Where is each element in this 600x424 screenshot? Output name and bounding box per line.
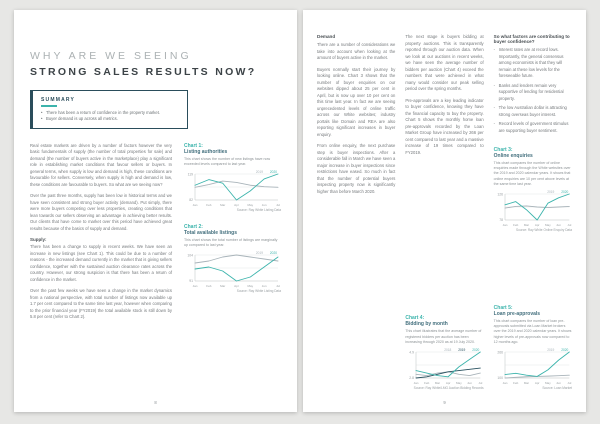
chart-caption: This chart shows the number of new listings have now exceeded levels compared to last year.: [184, 156, 271, 166]
left-page-columns: [30, 143, 281, 387]
chart-title: Chart 1:: [184, 142, 203, 149]
chart-subtitle: Online enquiries: [493, 153, 533, 159]
chart-subtitle: Bidding by month: [405, 321, 448, 328]
svg-text:May: May: [456, 381, 463, 385]
svg-text:Apr: Apr: [234, 284, 239, 289]
summary-bullet: • There has been a return of confidence in the property market.: [41, 110, 179, 117]
chart-source: Source: Loan Market: [542, 386, 572, 390]
svg-text:2.8: 2.8: [409, 376, 415, 380]
body-paragraph: There has been a change to supply in recent weeks. We have seen an increase in new listings (see Chart 1). This could be due to a number of reasons - the increased demand currently in the market that is giving sellers confidence, together with the sustained auction clearance rates across the country. However, our strong suspicion is that there has been a return of confidence in the market.: [30, 244, 172, 282]
page-title: [30, 50, 281, 78]
svg-text:2020: 2020: [560, 348, 568, 352]
chart-source: Source: Ray White/LMG Auction Bidding Records: [413, 386, 484, 390]
chart-title: Chart 3:: [493, 147, 513, 153]
svg-text:Jun: Jun: [555, 381, 561, 385]
body-text-column: [30, 143, 172, 387]
svg-text:Feb: Feb: [424, 381, 430, 385]
svg-text:Feb: Feb: [206, 202, 212, 207]
chart-caption: This chart compares the number of loan pre-approvals submitted via Loan Market brokers over the 2019 and 2020 calendar years. It shows higher levels of pre-approvals now compared to 12 months ago.: [493, 318, 572, 344]
svg-text:2019: 2019: [546, 190, 554, 195]
svg-text:Jun: Jun: [555, 223, 561, 228]
body-paragraph: From online enquiry, the next purchase step is buyer inspections. After a considerable fall in March we have seen a major increase in buyer inspections since restrictions have eased. So much in fact that the number of potential buyers inspecting property now is significantly higher than before March 2020.: [317, 143, 396, 194]
svg-text:Mar: Mar: [220, 202, 226, 207]
factors-column: [494, 34, 572, 390]
chart-card-1: [184, 143, 281, 212]
chart-title: Chart 5:: [493, 304, 513, 311]
chart-caption: This chart illustrates that the average number of registered bidders per auction has been increasing through 2020 as at 19 July 2020.: [405, 329, 482, 344]
summary-heading: SUMMARY: [41, 97, 76, 103]
total-available-listings-line-chart: [184, 250, 281, 288]
body-paragraph: Pre-approvals are a key leading indicator to buyer confidence, knowing they have the financial capacity to buy the property. Chart 5 shows the monthly home loan pre-approvals recorded by the Loan Market Group have increased by 266 per cent compared to last year and a massive increase of 19 times compared to FY2019.: [405, 97, 484, 155]
loan-pre-approvals-line-chart: [494, 347, 572, 385]
summary-box: [30, 90, 188, 129]
chart-source: Source: Ray White Listing Data: [236, 207, 281, 212]
svg-text:2018: 2018: [444, 348, 452, 352]
chart-title: Chart 4:: [405, 315, 425, 322]
svg-text:2019: 2019: [255, 251, 263, 256]
page-title-light: WHY ARE WE SEEING: [30, 50, 192, 62]
svg-text:78: 78: [498, 218, 503, 223]
svg-text:Feb: Feb: [512, 223, 518, 228]
supply-heading: Supply:: [30, 237, 47, 242]
svg-text:91: 91: [189, 279, 193, 284]
summary-bullet-list: [41, 110, 179, 123]
svg-text:Mar: Mar: [523, 223, 529, 228]
svg-text:Jul: Jul: [276, 284, 280, 289]
svg-text:Jun: Jun: [467, 381, 473, 385]
page-title-strong: STRONG SALES RESULTS NOW?: [30, 66, 257, 78]
svg-text:266: 266: [496, 350, 503, 355]
right-page-columns: [317, 34, 572, 390]
svg-text:Apr: Apr: [534, 223, 540, 228]
svg-text:100: 100: [496, 376, 503, 380]
svg-text:2020: 2020: [560, 190, 568, 195]
svg-text:Feb: Feb: [512, 381, 518, 385]
svg-text:Jan: Jan: [413, 381, 419, 385]
svg-text:Jan: Jan: [502, 223, 508, 228]
svg-text:May: May: [544, 381, 551, 385]
svg-text:126: 126: [496, 192, 503, 197]
factor-bullet: - Interest rates are at record lows. Importantly, the general consensus among economists is that they will remain at these low levels for the foreseeable future.: [494, 47, 572, 80]
summary-bullet: • Buyer demand is up across all metrics.: [41, 116, 179, 123]
body-paragraph: Over the past three months, supply has been low in historical terms and we have seen consistent and strong buyer activity (demand). Put simply, there were more buyers competing over less properties, creating conditions that lean towards our sellers observing an advantage in achieving better results. Our clients that have come to market over this period have achieved great results because of the basics of supply and demand.: [30, 193, 172, 231]
svg-text:Jul: Jul: [276, 202, 280, 207]
chart-source: Source: Ray White Online Enquiry Data: [516, 228, 572, 233]
svg-text:May: May: [247, 202, 254, 207]
svg-text:Apr: Apr: [234, 202, 239, 207]
body-paragraph: Real estate markets are driven by a number of factors however the very basic fundamentals of supply (the number of total properties for sale) and demand (the number of buyers active in the marketplace) play a significant role in establishing market conditions that favour sellers or buyers. In general terms, when supply is low and demand is high, these conditions are favourable for sellers. Conversely, when supply is high and demand is low, these conditions are favourable to buyers. So what are we seeing now?: [30, 142, 172, 187]
svg-text:Apr: Apr: [446, 381, 451, 385]
demand-heading: Demand: [317, 34, 336, 39]
svg-text:2019: 2019: [255, 169, 263, 174]
demand-column: [317, 34, 395, 390]
svg-text:May: May: [247, 284, 254, 289]
chart-source: Source: Ray White Listing Data: [236, 289, 281, 294]
body-paragraph: There are a number of considerations we take into account when looking at the amount of buyers active in the market.: [317, 42, 396, 60]
left-chart-column: [184, 143, 281, 387]
report-page-right: [303, 10, 586, 412]
svg-text:Jul: Jul: [567, 381, 571, 385]
svg-text:Jun: Jun: [261, 284, 267, 289]
svg-text:82: 82: [189, 197, 193, 202]
factors-heading: So what factors are contributing to buyer confidence?: [493, 34, 570, 44]
middle-column: [405, 34, 483, 390]
chart-subtitle: Listing authorities: [184, 148, 228, 155]
factor-bullet: - Banks and lenders remain very supportive of lending for residential property.: [494, 83, 572, 103]
svg-text:Jan: Jan: [192, 284, 198, 289]
svg-text:2020: 2020: [269, 169, 277, 174]
svg-text:May: May: [544, 223, 551, 228]
svg-text:104: 104: [187, 253, 193, 258]
chart-card-4: [405, 315, 483, 390]
svg-text:Feb: Feb: [206, 284, 212, 289]
chart-card-3: [494, 147, 572, 232]
chart-subtitle: Loan pre-approvals: [493, 310, 541, 317]
body-paragraph: The next stage is buyers bidding at property auctions. This is transparently reported through our auction data. When we look at our auctions in recent weeks, we have seen the average number of bidders per auction (Chart 4) exceed the numbers that were achieved in what many would consider our peak selling period over the spring months.: [405, 34, 484, 91]
svg-text:2019: 2019: [458, 348, 466, 352]
chart-title: Chart 2:: [184, 223, 203, 230]
body-paragraph: Buyers normally start their journey by looking online. Chart 3 shows that the number of buyer enquiries on our websites dipped about 25 per cent in April, but is now up over 10 per cent on this time last year. In fact we are seeing unprecedented levels of online traffic across our White websites; industry portals like Domain and REA are also reporting significant increases in buyer enquiry.: [317, 66, 396, 137]
page-number-left: 8: [154, 400, 157, 405]
factor-bullet: - The low Australian dollar is attracting strong overseas buyer interest.: [494, 105, 572, 118]
svg-text:Jan: Jan: [192, 202, 198, 207]
online-enquiries-line-chart: [494, 189, 572, 227]
svg-text:Mar: Mar: [523, 381, 529, 385]
bidding-by-month-line-chart: [405, 347, 483, 385]
chart-card-5: [494, 305, 572, 390]
svg-text:2019: 2019: [546, 348, 554, 352]
chart-caption: This chart shows the total number of listings are marginally up compared to last year.: [184, 237, 278, 248]
svg-text:119: 119: [187, 172, 193, 177]
svg-text:2020: 2020: [472, 348, 480, 352]
body-paragraph: Over the past few weeks we have seen a change in the market dynamics from a national perspective, with total number of listings now available up 1.7 per cent compared to the same time last year, however when comparing to the prior financial year (FY2019) the total available stock is still down by 5.8 per cent (refer to Chart 2).: [30, 288, 172, 319]
svg-text:Mar: Mar: [220, 284, 226, 289]
svg-text:4.9: 4.9: [409, 350, 415, 355]
summary-underline: [41, 105, 57, 107]
chart-caption: This chart compares the number of online enquiries made through the White websites over the 2019 and 2020 calendar years. It shows that online enquiries are 10 per cent above levels at the same time last year.: [493, 161, 571, 186]
chart-subtitle: Total available listings: [184, 229, 237, 236]
chart-card-2: [184, 224, 281, 293]
svg-text:Jun: Jun: [261, 202, 267, 207]
svg-text:Jan: Jan: [502, 381, 508, 385]
svg-text:Apr: Apr: [534, 381, 540, 385]
factors-bullet-list: [494, 47, 572, 137]
factor-bullet: - Record levels of government stimulus are supporting buyer sentiment.: [494, 121, 572, 134]
svg-text:2020: 2020: [269, 251, 277, 256]
listing-authorities-line-chart: [184, 169, 281, 207]
svg-text:Jul: Jul: [478, 381, 483, 385]
svg-text:Jul: Jul: [567, 223, 571, 228]
svg-text:Mar: Mar: [435, 381, 441, 385]
page-number-right: 9: [443, 400, 446, 405]
report-page-left: [14, 10, 297, 412]
